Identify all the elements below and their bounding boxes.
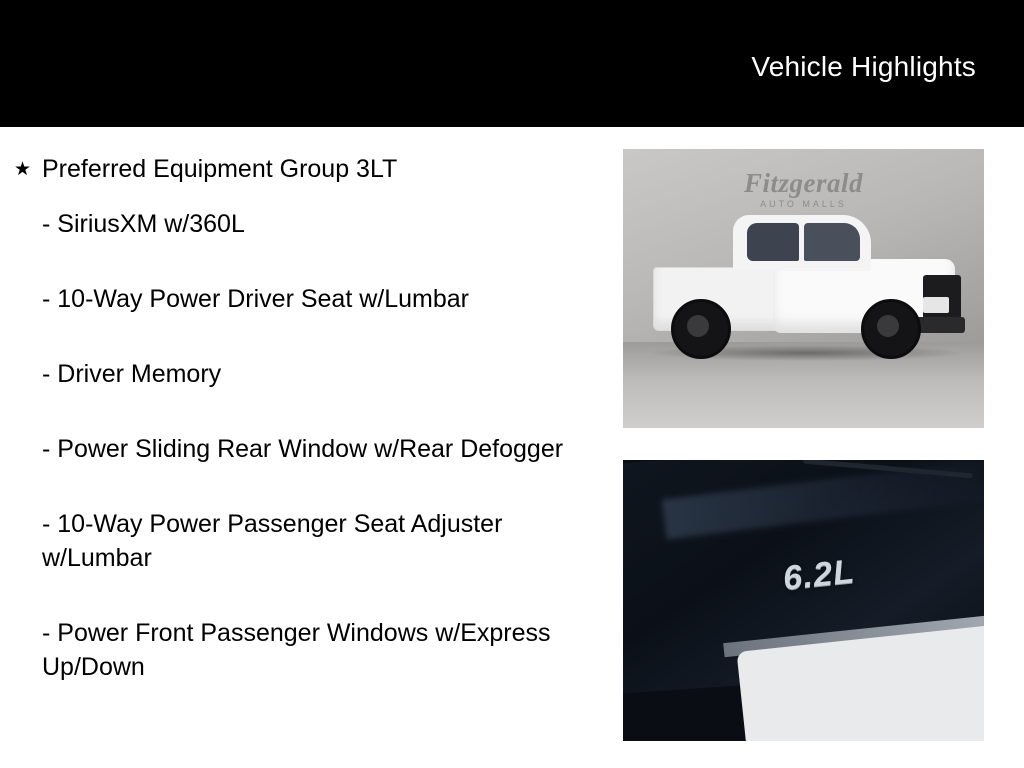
truck-front-window <box>804 223 860 261</box>
truck-front-wheel <box>861 299 921 359</box>
list-item: - SiriusXM w/360L <box>42 210 245 238</box>
engine-displacement-badge: 6.2L <box>781 552 857 598</box>
dealer-watermark-tagline: AUTO MALLS <box>760 199 847 209</box>
feature-list <box>42 207 602 725</box>
vehicle-exterior-photo <box>623 149 984 428</box>
list-item: - Power Front Passenger Windows w/Express Up/Down <box>42 619 551 681</box>
truck-bumper <box>915 317 965 333</box>
engine-badge-photo <box>623 460 984 741</box>
bullet-group-title: Preferred Equipment Group 3LT <box>42 155 398 183</box>
bullet-group-title-row <box>14 152 614 187</box>
list-item: - Power Sliding Rear Window w/Rear Defogger <box>42 435 564 463</box>
dealer-watermark-name: Fitzgerald <box>743 168 864 198</box>
truck-rear-wheel <box>671 299 731 359</box>
truck-license-plate <box>923 297 949 313</box>
list-item: - 10-Way Power Driver Seat w/Lumbar <box>42 285 469 313</box>
page-title: Vehicle Highlights <box>751 51 976 82</box>
list-item: - 10-Way Power Passenger Seat Adjuster w/Lumbar <box>42 510 503 572</box>
star-icon: ★ <box>14 159 32 180</box>
slide-header <box>0 0 1024 127</box>
dealer-watermark <box>744 169 863 209</box>
list-item: - Driver Memory <box>42 360 222 388</box>
truck-rear-window <box>747 223 799 261</box>
highlights-content <box>0 127 620 768</box>
